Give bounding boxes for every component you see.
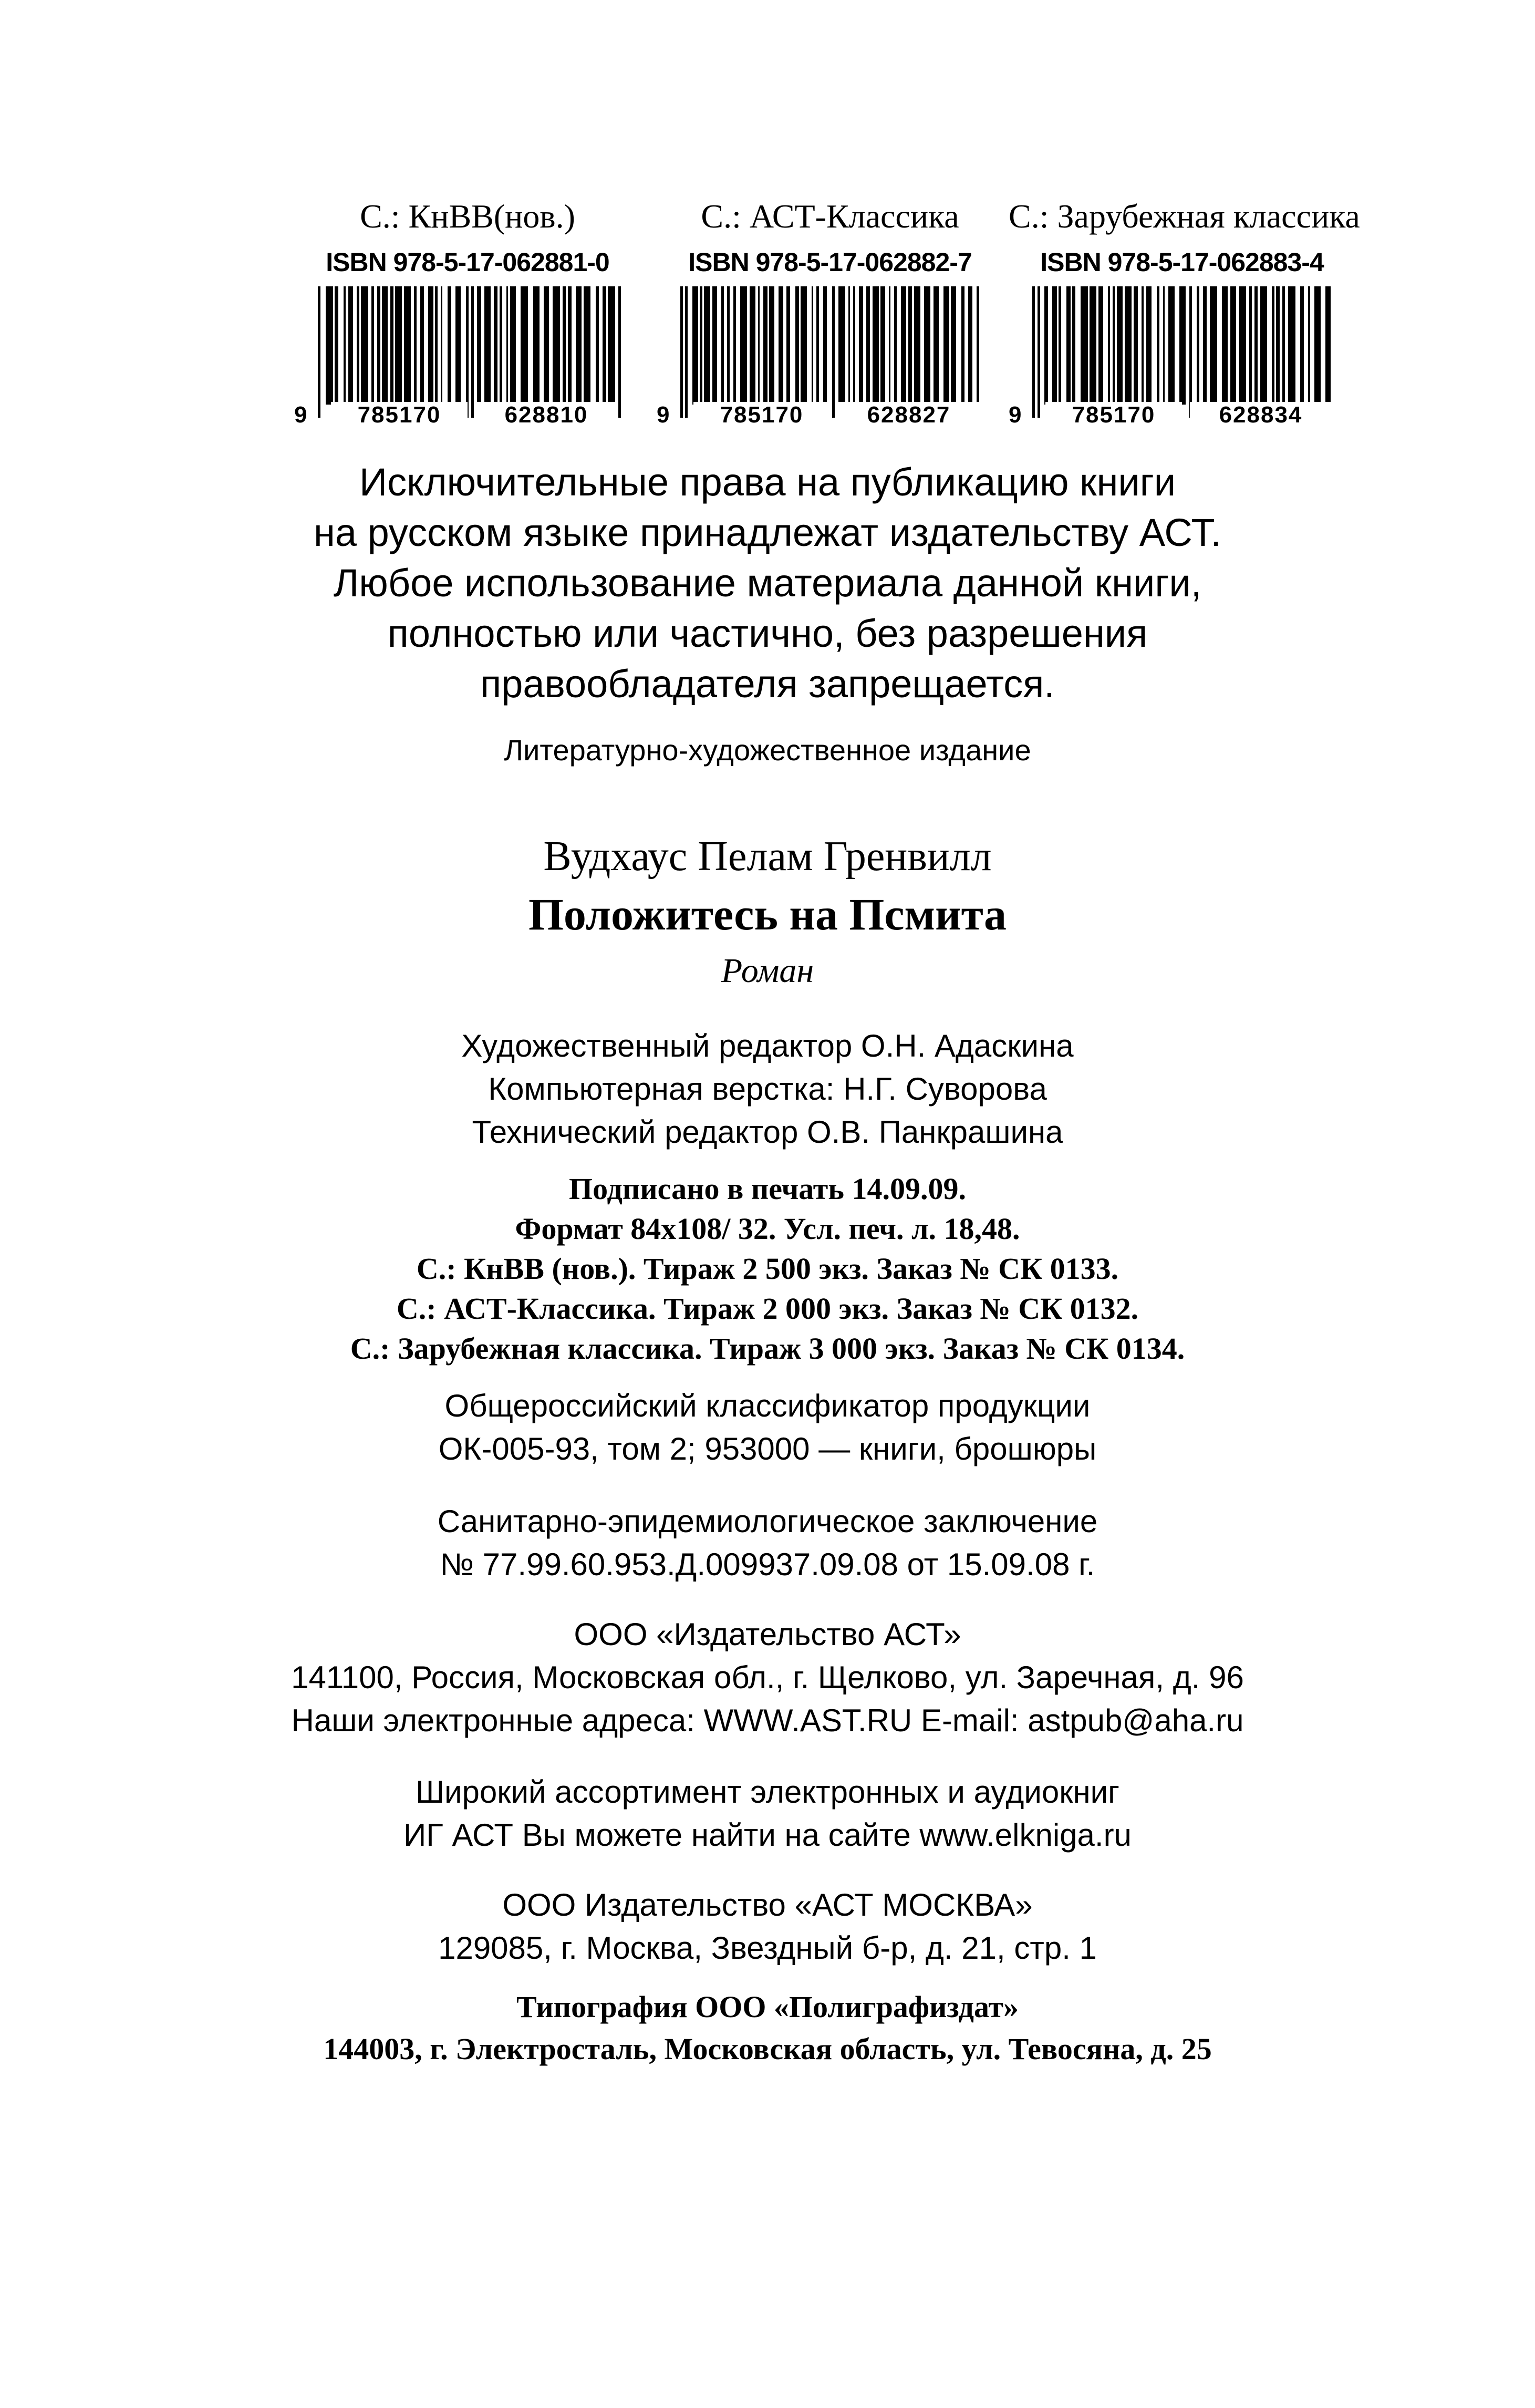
barcode-bar [344,286,346,405]
barcode-bar [823,286,827,405]
classifier-line: Общероссийский классификатор продукции [444,1388,1091,1423]
barcode-bar [576,286,582,405]
barcode-bar [961,286,964,405]
barcode-bar [1032,286,1035,418]
barcode-bar [1090,286,1096,405]
barcode-bar [838,286,845,405]
barcode-right-digits: 628834 [1190,402,1332,428]
barcode-bar [901,286,906,405]
barcode-bar [533,286,540,405]
barcode-bar [553,286,560,405]
barcode-image [680,286,985,418]
barcode-bar [466,286,469,418]
barcode-bar [1117,286,1123,405]
barcode-bar [763,286,768,405]
barcode-bar [795,286,799,405]
barcode-bar [769,286,774,405]
barcode-bar [1249,286,1252,405]
print-line: С.: КнВВ (нов.). Тираж 2 500 экз. Заказ № СК 0133. [416,1252,1119,1286]
barcode-first-digit: 9 [657,402,670,428]
barcode-bar [500,286,502,405]
barcode-bars [680,286,985,418]
barcode-bar [420,286,424,405]
barcode-bar [1276,286,1280,405]
ebooks-line: Широкий ассортимент электронных и аудиокниг [415,1774,1119,1810]
barcode-bar [428,286,433,405]
barcode-bar [1272,286,1274,405]
barcode-bar [740,286,747,405]
barcode-bar [977,286,979,418]
barcode-bar [357,286,359,405]
barcode-bar [404,286,411,405]
printer-line: 144003, г. Электросталь, Московская область, ул. Тевосяна, д. 25 [323,2032,1212,2066]
barcode-first-digit: 9 [294,402,307,428]
barcode-bar [1288,286,1295,405]
barcode-bar [1052,286,1057,405]
print-line: Подписано в печать 14.09.09. [569,1172,966,1206]
barcode-bar [1142,286,1144,405]
barcode-bar [1125,286,1132,405]
barcode-bars [318,286,623,418]
barcode-image [1032,286,1337,418]
barcode-bar [685,286,688,418]
barcode-bar [544,286,549,405]
barcode-bar [521,286,528,405]
barcode-left-digits: 785170 [1045,402,1182,428]
barcode-bar [924,286,930,405]
publisher-line: ООО «Издательство АСТ» [574,1617,961,1652]
barcode-bar [568,286,572,405]
rights-line: Любое использование материала данной книги, [333,561,1202,605]
barcode-first-digit: 9 [1009,402,1022,428]
barcode-bar [371,286,374,405]
barcode-bar [318,286,320,418]
rights-line: на русском языке принадлежат издательству АСТ. [314,511,1221,554]
barcode-bar [1179,286,1186,405]
editor-line: Технический редактор О.В. Панкрашина [472,1114,1063,1150]
publisher-line: ООО Издательство «АСТ МОСКВА» [502,1887,1033,1923]
sanitary-conclusion [0,1500,1535,1586]
barcode-bar [441,286,442,405]
barcode-bar [584,286,590,405]
barcode-bar [894,286,897,405]
editor-line: Художественный редактор О.Н. Адаскина [461,1028,1074,1063]
book-title: Положитесь на Псмита [528,889,1007,939]
barcode-bar [455,286,461,405]
rights-line: Исключительные права на публикацию книги [359,460,1176,504]
barcode-bar [1210,286,1217,405]
barcode-bar [435,286,438,405]
isbn-number: ISBN 978-5-17-062882-7 [688,247,972,277]
barcode-bar [727,286,730,405]
barcode-bar [812,286,813,405]
barcode-bar [1081,286,1088,405]
barcode-bar [1066,286,1071,405]
barcode-bar [510,286,516,405]
series-label: С.: АСТ-Классика [701,198,959,235]
barcode-bar [848,286,850,405]
publisher-line: 141100, Россия, Московская обл., г. Щелково, ул. Заречная, д. 96 [291,1660,1244,1695]
rights-notice [0,457,1535,709]
isbn-block-knvv [294,197,641,439]
barcode-bar [1072,286,1075,405]
barcode-bar [1108,286,1110,405]
barcode-bar [1113,286,1115,405]
barcode-bar [1163,286,1165,405]
barcode-bar [414,286,417,405]
series-label: С.: КнВВ(нов.) [360,198,575,235]
printer-line: Типография ООО «Полиграфиздат» [516,1990,1019,2024]
barcode-bar [1044,286,1048,405]
barcode-bar [700,286,702,405]
series-label: С.: Зарубежная классика [1009,198,1360,235]
print-line: Формат 84х108/ 32. Усл. печ. л. 18,48. [515,1212,1020,1246]
publisher-ast-moscow [0,1884,1535,1970]
barcode-bar [880,286,885,405]
barcode-bar [471,286,474,418]
barcode-bar [866,286,870,405]
barcode-bar [618,286,621,418]
barcode-bar [816,286,819,405]
isbn-number: ISBN 978-5-17-062881-0 [326,247,609,277]
barcode-bar [382,286,388,405]
isbn-number: ISBN 978-5-17-062883-4 [1040,247,1324,277]
sanitary-line: № 77.99.60.953.Д.009937.09.08 от 15.09.08 г. [440,1547,1095,1582]
publisher-line: Наши электронные адреса: WWW.AST.RU E-mail: astpub@aha.ru [291,1703,1244,1738]
barcode-bar [361,286,368,405]
barcode-bar [390,286,393,405]
barcode-bar [704,286,710,405]
barcode-bar [786,286,790,405]
barcode-bar [908,286,912,405]
barcode-bars [1032,286,1337,418]
sanitary-line: Санитарно-эпидемиологическое заключение [437,1504,1098,1539]
barcode-bar [1197,286,1199,405]
classifier-line: ОК-005-93, том 2; 953000 — книги, брошюры [438,1431,1097,1466]
barcode-bar [1314,286,1321,405]
barcode-bar [1308,286,1310,405]
barcode-bar [1300,286,1304,405]
book-genre: Роман [721,952,814,990]
barcode-bar [889,286,890,405]
barcode-bar [395,286,402,405]
barcode-bar [608,286,615,405]
barcode-bar [335,286,338,405]
barcode-bar [1059,286,1061,405]
edition-type: Литературно-художественное издание [504,733,1031,767]
barcode-bar [853,286,855,405]
barcode-bar [721,286,724,405]
barcode-bar [326,286,333,405]
barcode-bar [506,286,508,405]
barcode-bar [680,286,683,418]
barcode-bar [692,286,698,405]
editor-line: Компьютерная верстка: Н.Г. Суворова [488,1071,1047,1107]
barcode-left-digits: 785170 [331,402,468,428]
print-line: С.: Зарубежная классика. Тираж 3 000 экз. Заказ № СК 0134. [350,1331,1185,1366]
barcode-bar [859,286,863,405]
barcode-bar [563,286,566,405]
barcode-bar [1260,286,1267,405]
barcode-bar [914,286,920,405]
publisher-line: 129085, г. Москва, Звездный б-р, д. 21, стр. 1 [438,1930,1097,1966]
barcode-bar [1282,286,1285,405]
barcode-image [318,286,623,418]
barcode-bar [951,286,956,405]
barcode-bar [758,286,760,405]
barcode-bar [1134,286,1138,405]
editors-list [0,1025,1535,1154]
barcode-bar [801,286,807,405]
barcode-bar [1230,286,1236,405]
barcode-bar [1203,286,1207,405]
barcode-bar [1098,286,1103,405]
barcode-bar [1222,286,1228,405]
barcode-bar [968,286,972,405]
barcode-bar [1168,286,1175,405]
barcode-bar [448,286,451,405]
barcode-bar [603,286,606,405]
isbn-block-ast-classic [657,197,1003,439]
barcode-right-digits: 628827 [838,402,980,428]
rights-line: правообладателя запрещается. [480,662,1055,706]
barcode-bar [596,286,599,405]
publisher-ast [0,1613,1535,1742]
barcode-right-digits: 628810 [475,402,617,428]
ebooks-line: ИГ АСТ Вы можете найти на сайте www.elkniga.ru [403,1817,1132,1853]
barcode-bar [733,286,736,405]
printing-house [0,1986,1535,2070]
barcode-bar [873,286,879,405]
barcode-bar [494,286,497,405]
barcode-bar [484,286,491,405]
barcode-bar [712,286,717,405]
barcode-bar [1038,286,1040,418]
barcode-bar [1157,286,1159,405]
barcode-bar [477,286,481,405]
barcode-bar [1189,286,1192,418]
ebooks-notice [0,1771,1535,1857]
print-info [0,1169,1535,1369]
barcode-bar [750,286,755,405]
isbn-block-foreign-classic [1009,197,1360,439]
barcode-bar [348,286,353,405]
barcode-bar [1325,286,1331,405]
barcode-bar [1254,286,1258,405]
barcode-bar [779,286,783,405]
print-line: С.: АСТ-Классика. Тираж 2 000 экз. Заказ № СК 0132. [396,1291,1139,1326]
product-classifier [0,1384,1535,1471]
barcode-left-digits: 785170 [693,402,830,428]
barcode-bar [934,286,939,405]
barcode-bar [832,286,835,418]
barcode-bar [943,286,949,405]
barcode-bar [1239,286,1246,405]
author-name: Вудхаус Пелам Гренвилл [543,833,992,880]
rights-line: полностью или частично, без разрешения [387,612,1148,655]
barcode-bar [1146,286,1152,405]
barcode-bar [377,286,380,405]
isbn-barcode-row [294,197,1371,439]
